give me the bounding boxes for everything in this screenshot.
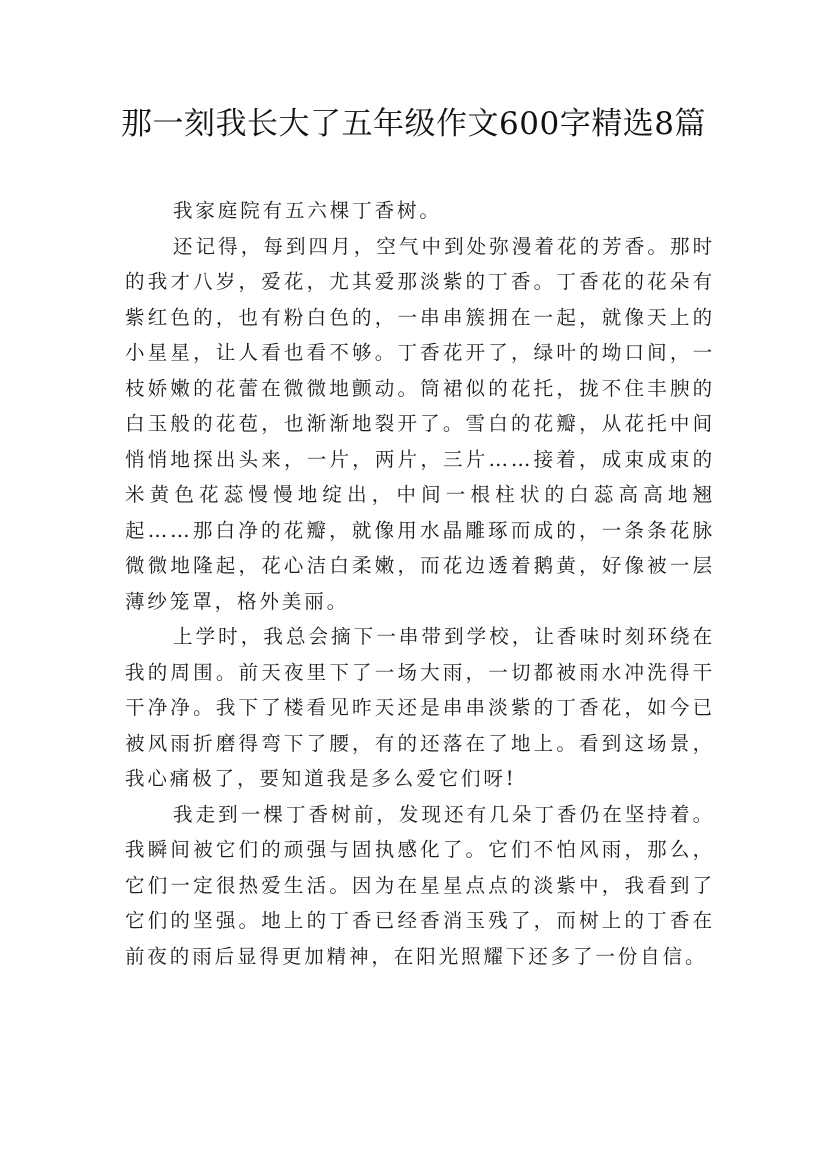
paragraph-4: 我走到一棵丁香树前，发现还有几朵丁香仍在坚持着。我瞬间被它们的顽强与固执感化了。它们不怕风雨，那么，它们一定很热爱生活。因为在星星点点的淡紫中，我看到了它们的坚强。地上的丁香已经香消玉残了，而树上的丁香在前夜的雨后显得更加精神，在阳光照耀下还多了一份自信。 xyxy=(125,802,715,968)
document-body xyxy=(125,193,715,974)
document-title: 那一刻我长大了五年级作文600字精选8篇 xyxy=(121,106,706,142)
paragraph-2: 还记得，每到四月，空气中到处弥漫着花的芳香。那时的我才八岁，爱花，尤其爱那淡紫的丁香。丁香花的花朵有紫红色的，也有粉白色的，一串串簇拥在一起，就像天上的小星星，让人看也看不够。丁香花开了，绿叶的坳口间，一枝娇嫩的花蕾在微微地颤动。筒裙似的花托，拢不住丰腴的白玉般的花苞，也渐渐地裂开了。雪白的花瓣，从花托中间悄悄地探出头来，一片，两片，三片……接着，成束成束的米黄色花蕊慢慢地绽出，中间一根柱状的白蕊高高地翘起……那白净的花瓣，就像用水晶雕琢而成的，一条条花脉微微地隆起，花心洁白柔嫩，而花边透着鹅黄，好像被一层薄纱笼罩，格外美丽。 xyxy=(125,234,715,613)
paragraph-1: 我家庭院有五六棵丁香树。 xyxy=(173,199,442,222)
paragraph-3: 上学时，我总会摘下一串带到学校，让香味时刻环绕在我的周围。前天夜里下了一场大雨，一切都被雨水冲洗得干干净净。我下了楼看见昨天还是串串淡紫的丁香花，如今已被风雨折磨得弯下了腰，有的还落在了地上。看到这场景，我心痛极了，要知道我是多么爱它们呀! xyxy=(125,625,715,790)
